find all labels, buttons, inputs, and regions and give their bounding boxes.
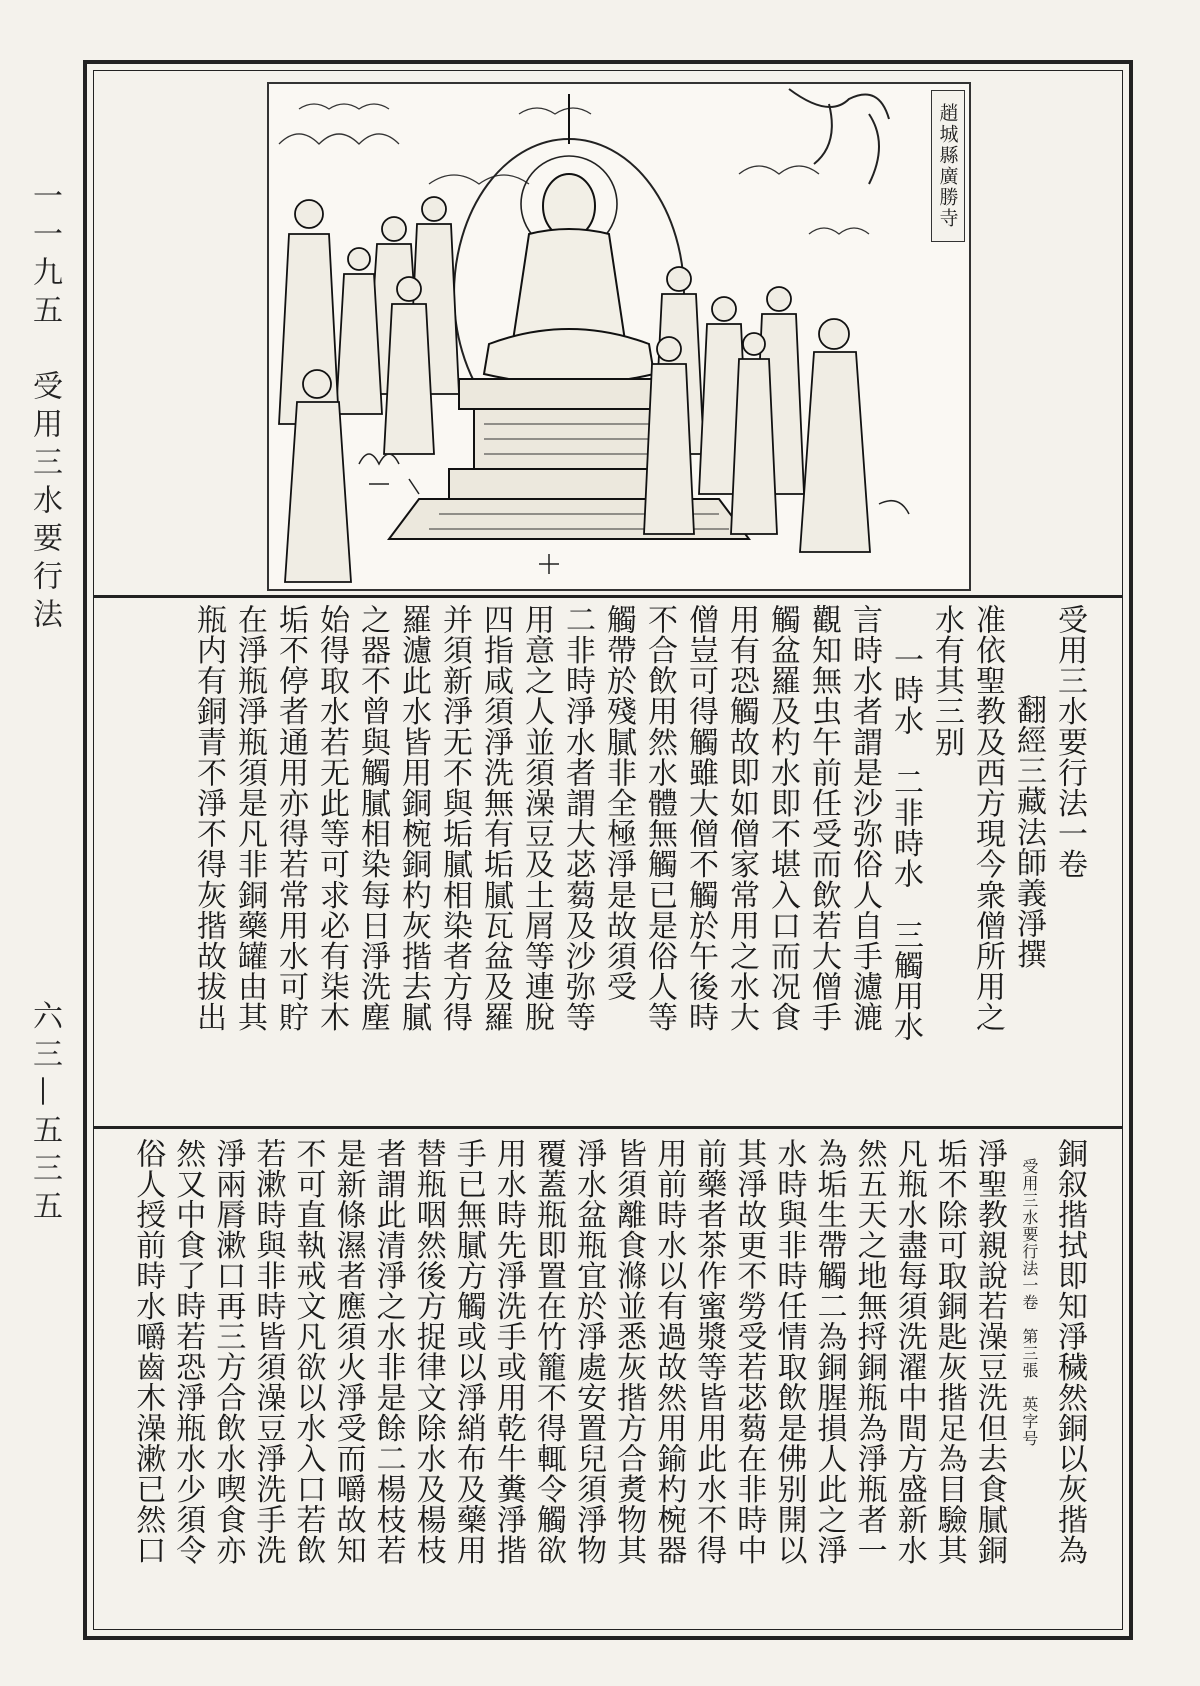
text-column	[433, 604, 474, 1114]
text-column	[351, 604, 392, 1114]
page-frame	[83, 60, 1133, 1640]
text-column	[488, 1138, 528, 1624]
woodblock-illustration	[267, 82, 971, 591]
column-text: 觀知無虫午前任受而飲若大僧手	[806, 604, 841, 1033]
text-column	[368, 1138, 408, 1624]
text-column	[528, 1138, 568, 1624]
column-text: 之器不曾與觸膩相染每日淨洗塵	[355, 604, 390, 1033]
column-text: 淨水盆瓶宜於淨處安置兒須淨物	[571, 1138, 607, 1565]
column-text: 前藥者茶作蜜漿等皆用此水不得	[691, 1138, 727, 1565]
text-column	[1049, 1138, 1089, 1624]
margin-page-number: 六三—五三五	[27, 1000, 62, 1228]
column-text: 然五天之地無捋銅瓶為淨瓶者一	[851, 1138, 887, 1565]
text-column	[969, 1138, 1009, 1624]
column-text: 在淨瓶淨瓶須是凡非銅藥罐由其	[232, 604, 267, 1033]
column-text: 銅叙揩拭即知淨穢然銅以灰揩為	[1052, 1138, 1087, 1565]
column-text: 替瓶咽然後方捉律文除水及楊枝	[410, 1138, 446, 1565]
text-column	[1048, 604, 1089, 1114]
column-text: 淨兩脣漱口再三方合飲水喫食亦	[210, 1138, 246, 1565]
column-text: 瓶内有銅青不淨不得灰揩故拔出	[191, 604, 226, 1033]
column-text: 手已無膩方觸或以淨綃布及藥用	[450, 1138, 486, 1565]
text-column	[638, 604, 679, 1114]
text-column	[597, 604, 638, 1114]
text-column	[929, 1138, 969, 1624]
column-text: 是新條濕者應須火淨受而嚼故知	[330, 1138, 366, 1565]
text-column	[474, 604, 515, 1114]
temple-label: 趙城縣廣勝寺	[931, 90, 965, 242]
text-column	[728, 1138, 768, 1624]
text-column	[849, 1138, 889, 1624]
text-column	[608, 1138, 648, 1624]
text-column	[884, 604, 925, 1154]
column-text: 二非時淨水者謂大苾蒭及沙弥等	[560, 604, 595, 1033]
column-text: 始得取水若无此等可求必有柒木	[314, 604, 349, 1033]
buddha-assembly-illustration	[269, 84, 969, 589]
column-text: 垢不除可取銅匙灰揩足為目驗其	[931, 1138, 967, 1565]
text-column	[688, 1138, 728, 1624]
column-text: 觸帶於殘膩非全極淨是故須受	[601, 604, 636, 1002]
text-column	[287, 1138, 327, 1624]
divider-line	[94, 595, 1122, 598]
text-panel-bottom	[97, 1138, 1119, 1624]
text-column	[889, 1138, 929, 1624]
column-text: 言時水者謂是沙弥俗人自手濾漉	[847, 604, 882, 1033]
column-text: 羅濾此水皆用銅椀銅杓灰揩去膩	[396, 604, 431, 1033]
column-text: 不可直執戒文凡欲以水入口若飲	[290, 1138, 326, 1565]
text-column	[568, 1138, 608, 1624]
text-column	[648, 1138, 688, 1624]
text-column	[720, 604, 761, 1114]
text-column	[269, 604, 310, 1114]
column-text: 受用三水要行法一卷	[1052, 604, 1087, 880]
column-text: 用水時先淨洗手或用乾牛糞淨揩	[490, 1138, 526, 1565]
text-column	[556, 604, 597, 1114]
text-column	[187, 604, 228, 1114]
text-column	[328, 1138, 368, 1624]
text-column	[127, 1138, 167, 1624]
text-column	[808, 1138, 848, 1624]
running-head: 受用三水要行法一卷 第三張 英字号	[1019, 1158, 1039, 1447]
column-text: 覆蓋瓶即置在竹籠不得輒令觸欲	[530, 1138, 566, 1565]
text-column	[392, 604, 433, 1114]
text-column	[679, 604, 720, 1114]
text-column	[247, 1138, 287, 1624]
column-text: 并須新淨无不與垢膩相染者方得	[437, 604, 472, 1033]
column-text: 不合飲用然水體無觸已是俗人等	[642, 604, 677, 1033]
text-column	[207, 1138, 247, 1624]
text-column	[843, 604, 884, 1114]
column-text: 用前時水以有過故然用鍮杓椀器	[651, 1138, 687, 1565]
text-column	[802, 604, 843, 1114]
column-text: 四指咸須淨洗無有垢膩瓦盆及羅	[478, 604, 513, 1033]
column-text: 准依聖教及西方現今衆僧所用之	[970, 604, 1005, 1033]
column-text: 用意之人並須澡豆及土屑等連脫	[519, 604, 554, 1033]
column-text: 凡瓶水盡每須洗濯中間方盛新水	[891, 1138, 927, 1565]
text-column	[167, 1138, 207, 1624]
column-text: 俗人授前時水嚼齒木澡漱已然口	[130, 1138, 166, 1565]
column-text: 其淨故更不勞受若苾蒭在非時中	[731, 1138, 767, 1565]
text-column	[448, 1138, 488, 1624]
text-column	[310, 604, 351, 1114]
margin-title: 一一九五 受用三水要行法	[27, 180, 62, 636]
text-column	[768, 1138, 808, 1624]
divider-line	[94, 1126, 1122, 1129]
column-text: 然又中食了時若恐淨瓶水少須令	[170, 1138, 206, 1565]
text-column	[228, 604, 269, 1114]
text-column	[408, 1138, 448, 1624]
column-text: 若漱時與非時皆須澡豆淨洗手洗	[250, 1138, 286, 1565]
text-column	[1007, 604, 1048, 1204]
column-text: 為垢生帶觸二為銅腥損人此之淨	[811, 1138, 847, 1565]
column-text: 僧豈可得觸雖大僧不觸於午後時	[683, 604, 718, 1033]
column-text: 者謂此清淨之水非是餘二楊枝若	[370, 1138, 406, 1565]
column-text: 用有恐觸故即如僧家常用之水大	[724, 604, 759, 1033]
column-text: 一時水 二非時水 三觸用水	[888, 644, 923, 1042]
column-text: 觸盆羅及杓水即不堪入口而况食	[765, 604, 800, 1033]
column-text: 皆須離食滌並悉灰揩方合煑物其	[611, 1138, 647, 1565]
column-text: 水時與非時任情取飲是佛别開以	[771, 1138, 807, 1565]
column-text: 垢不停者通用亦得若常用水可貯	[273, 604, 308, 1033]
column-text: 翻經三藏法師義淨撰	[1011, 694, 1046, 970]
column-text: 淨聖教親說若澡豆洗但去食膩銅	[971, 1138, 1007, 1565]
text-column	[925, 604, 966, 1114]
text-column	[966, 604, 1007, 1114]
column-text: 水有其三别	[929, 604, 964, 757]
text-panel-top	[97, 604, 1119, 1114]
text-column	[515, 604, 556, 1114]
text-column	[761, 604, 802, 1114]
